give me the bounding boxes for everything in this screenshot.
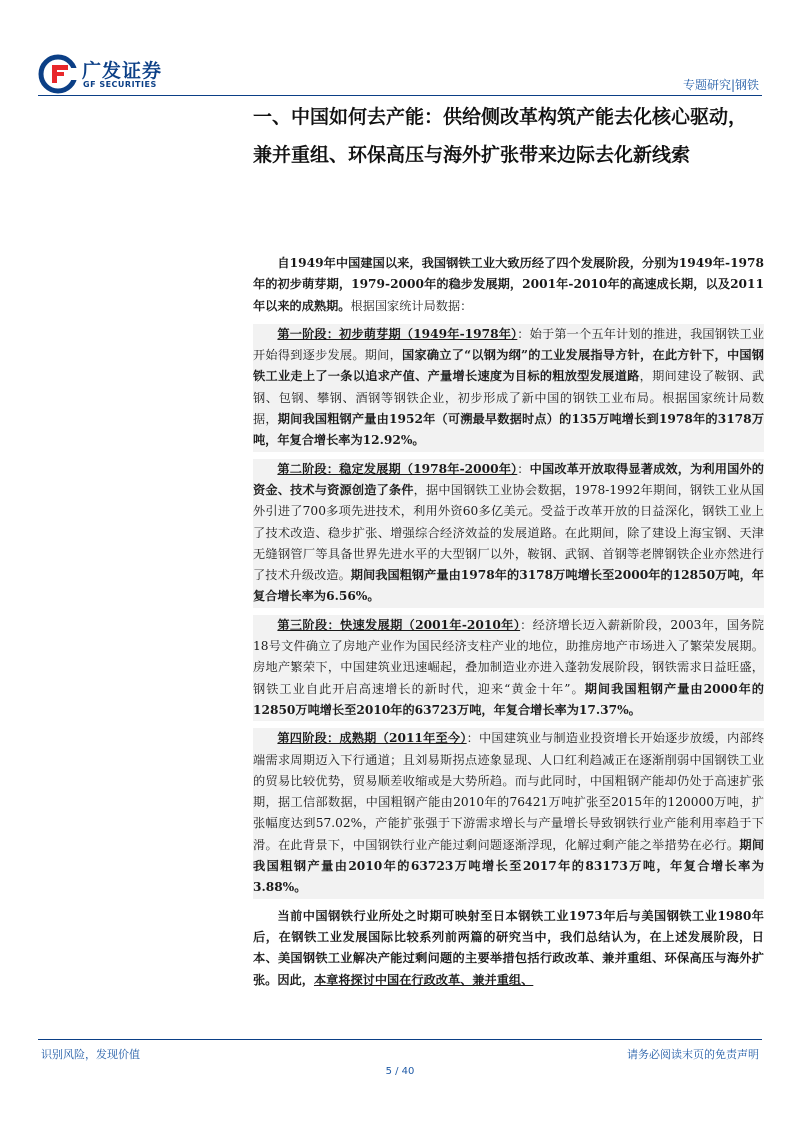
gf-logo-icon	[38, 54, 78, 94]
stage-one-text-1: ：始于第一个五年计划的推进，我国钢铁工业开始得到逐步发展。期间，	[253, 326, 764, 363]
report-body	[253, 253, 764, 998]
stage-two-bold-1: 中国改革开放取得显著成效，为利用国外的资金、技术与资源创造了条件	[253, 461, 764, 497]
brand-name-en: GF SECURITIES	[83, 80, 157, 89]
conclusion-bold-1: 当前中国钢铁行业所处之时期可映射至日本钢铁工业1973年后与美国钢铁工业1980年后，在钢铁工业发展国际比较系列前两篇的研究当中，我们总结认为，在上述发展阶段，日本、美国钢铁工业解决产能过剩问题的主要举措包括行政改革、兼并重组、环保高压与海外扩张。因此，	[253, 908, 764, 987]
intro-paragraph	[253, 253, 764, 317]
page-number: 5 / 40	[385, 1066, 415, 1077]
stage-two-text-1: ：	[517, 461, 530, 476]
stage-three-bold-1: 期间我国粗钢产量由2000年的12850万吨增长至2010年的63723万吨，年复合增长率为17.37%。	[253, 681, 764, 717]
stage-one-paragraph	[253, 324, 764, 452]
stage-two-bold-2: 期间我国粗钢产量由1978年的3178万吨增长至2000年的12850万吨，年复合增长率为6.56%。	[253, 568, 764, 604]
stage-four-bold-1: 期间我国粗钢产量由2010年的63723万吨增长至2017年的83173万吨，年复合增长率为3.88%。	[253, 837, 765, 895]
stage-three-paragraph	[253, 615, 764, 721]
header-divider	[38, 95, 762, 96]
stage-four-text-1: ：中国建筑业与制造业投资增长开始逐步放缓，内部终端需求周期迈入下行通道；且刘易斯拐点迹象显现、人口红利趋减正在逐渐削弱中国钢铁工业的贸易比较优势，贸易顺差收缩或是大势所趋。而与此同时，中国粗钢产能却仍处于高速扩张期，据工信部数据，中国粗钢产能由2010年的76421万吨扩张至2015年的120000万吨，扩张幅度达到57.02%，产能扩张强于下游需求增长与产量增长导致钢铁行业产能利用率趋于下滑。在此背景下，中国钢铁行业产能过剩问题逐渐浮现，化解过剩产能之举措势在必行。	[253, 731, 765, 852]
stage-four-paragraph	[253, 728, 764, 898]
conclusion-paragraph	[253, 906, 764, 991]
footer-slogan: 识别风险，发现价值	[41, 1048, 140, 1061]
footer-disclaimer-notice: 请务必阅读末页的免责声明	[627, 1048, 759, 1061]
stage-two-label: 第二阶段：稳定发展期（1978年-2000年）	[277, 461, 518, 476]
stage-three-text-1: ：经济增长迈入薪新阶段，2003年，国务院18号文件确立了房地产业作为国民经济支柱产业的地位，助推房地产市场进入了繁荣发展期。房地产繁荣下，中国建筑业迅速崛起，叠加制造业亦进入蓬勃发展阶段，钢铁需求日益旺盛，钢铁工业自此开启高速增长的新时代，迎来“黄金十年”。	[253, 617, 764, 696]
stage-one-bold-1: 国家确立了“以钢为纲”的工业发展指导方针，在此方针下，中国钢铁工业走上了一条以追求产值、产量增长速度为目标的粗放型发展道路	[253, 348, 764, 384]
stage-four-label: 第四阶段：成熟期（2011年至今）	[277, 731, 467, 746]
intro-text: 根据国家统计局数据：	[350, 298, 473, 313]
footer-divider	[38, 1039, 762, 1040]
stage-two-paragraph	[253, 459, 764, 608]
company-logo	[38, 52, 178, 96]
stage-one-bold-2: 期间我国粗钢产量由1952年（可溯最早数据时点）的135万吨增长到1978年的3178万吨，年复合增长率为12.92%。	[253, 412, 765, 448]
stage-one-label: 第一阶段：初步萌芽期（1949年-1978年）	[277, 326, 518, 341]
conclusion-bold-underlined: 本章将探讨中国在行政改革、兼并重组、	[313, 972, 534, 987]
stage-one-text-2: ，期间建设了鞍钢、武钢、包钢、攀钢、酒钢等钢铁企业，初步形成了新中国的钢铁工业布局。根据国家统计局数据，	[253, 369, 765, 427]
brand-name-cn: 广发证券	[82, 60, 163, 82]
report-category: 专题研究|钢铁	[682, 78, 759, 92]
stage-three-label: 第三阶段：快速发展期（2001年-2010年）	[277, 617, 521, 632]
intro-bold-text: 自1949年中国建国以来，我国钢铁工业大致历经了四个发展阶段，分别为1949年-1978年的初步萌芽期，1979-2000年的稳步发展期，2001年-2010年的高速成长期，以及2011年以来的成熟期。	[253, 256, 764, 313]
stage-two-text-2: ，据中国钢铁工业协会数据，1978-1992年期间，钢铁工业从国外引进了700多项先进技术，利用外资60多亿美元。受益于改革开放的日益深化，钢铁工业上了技术改造、稳步扩张、增强综合经济效益的发展道路。在此期间，除了建设上海宝钢、天津无缝钢管厂等具备世界先进水平的大型钢厂以外，鞍钢、武钢、首钢等老牌钢铁企业亦然进行了技术升级改造。	[253, 482, 764, 583]
section-heading: 一、中国如何去产能：供给侧改革构筑产能去化核心驱动，兼并重组、环保高压与海外扩张带来边际去化新线索	[253, 106, 748, 166]
